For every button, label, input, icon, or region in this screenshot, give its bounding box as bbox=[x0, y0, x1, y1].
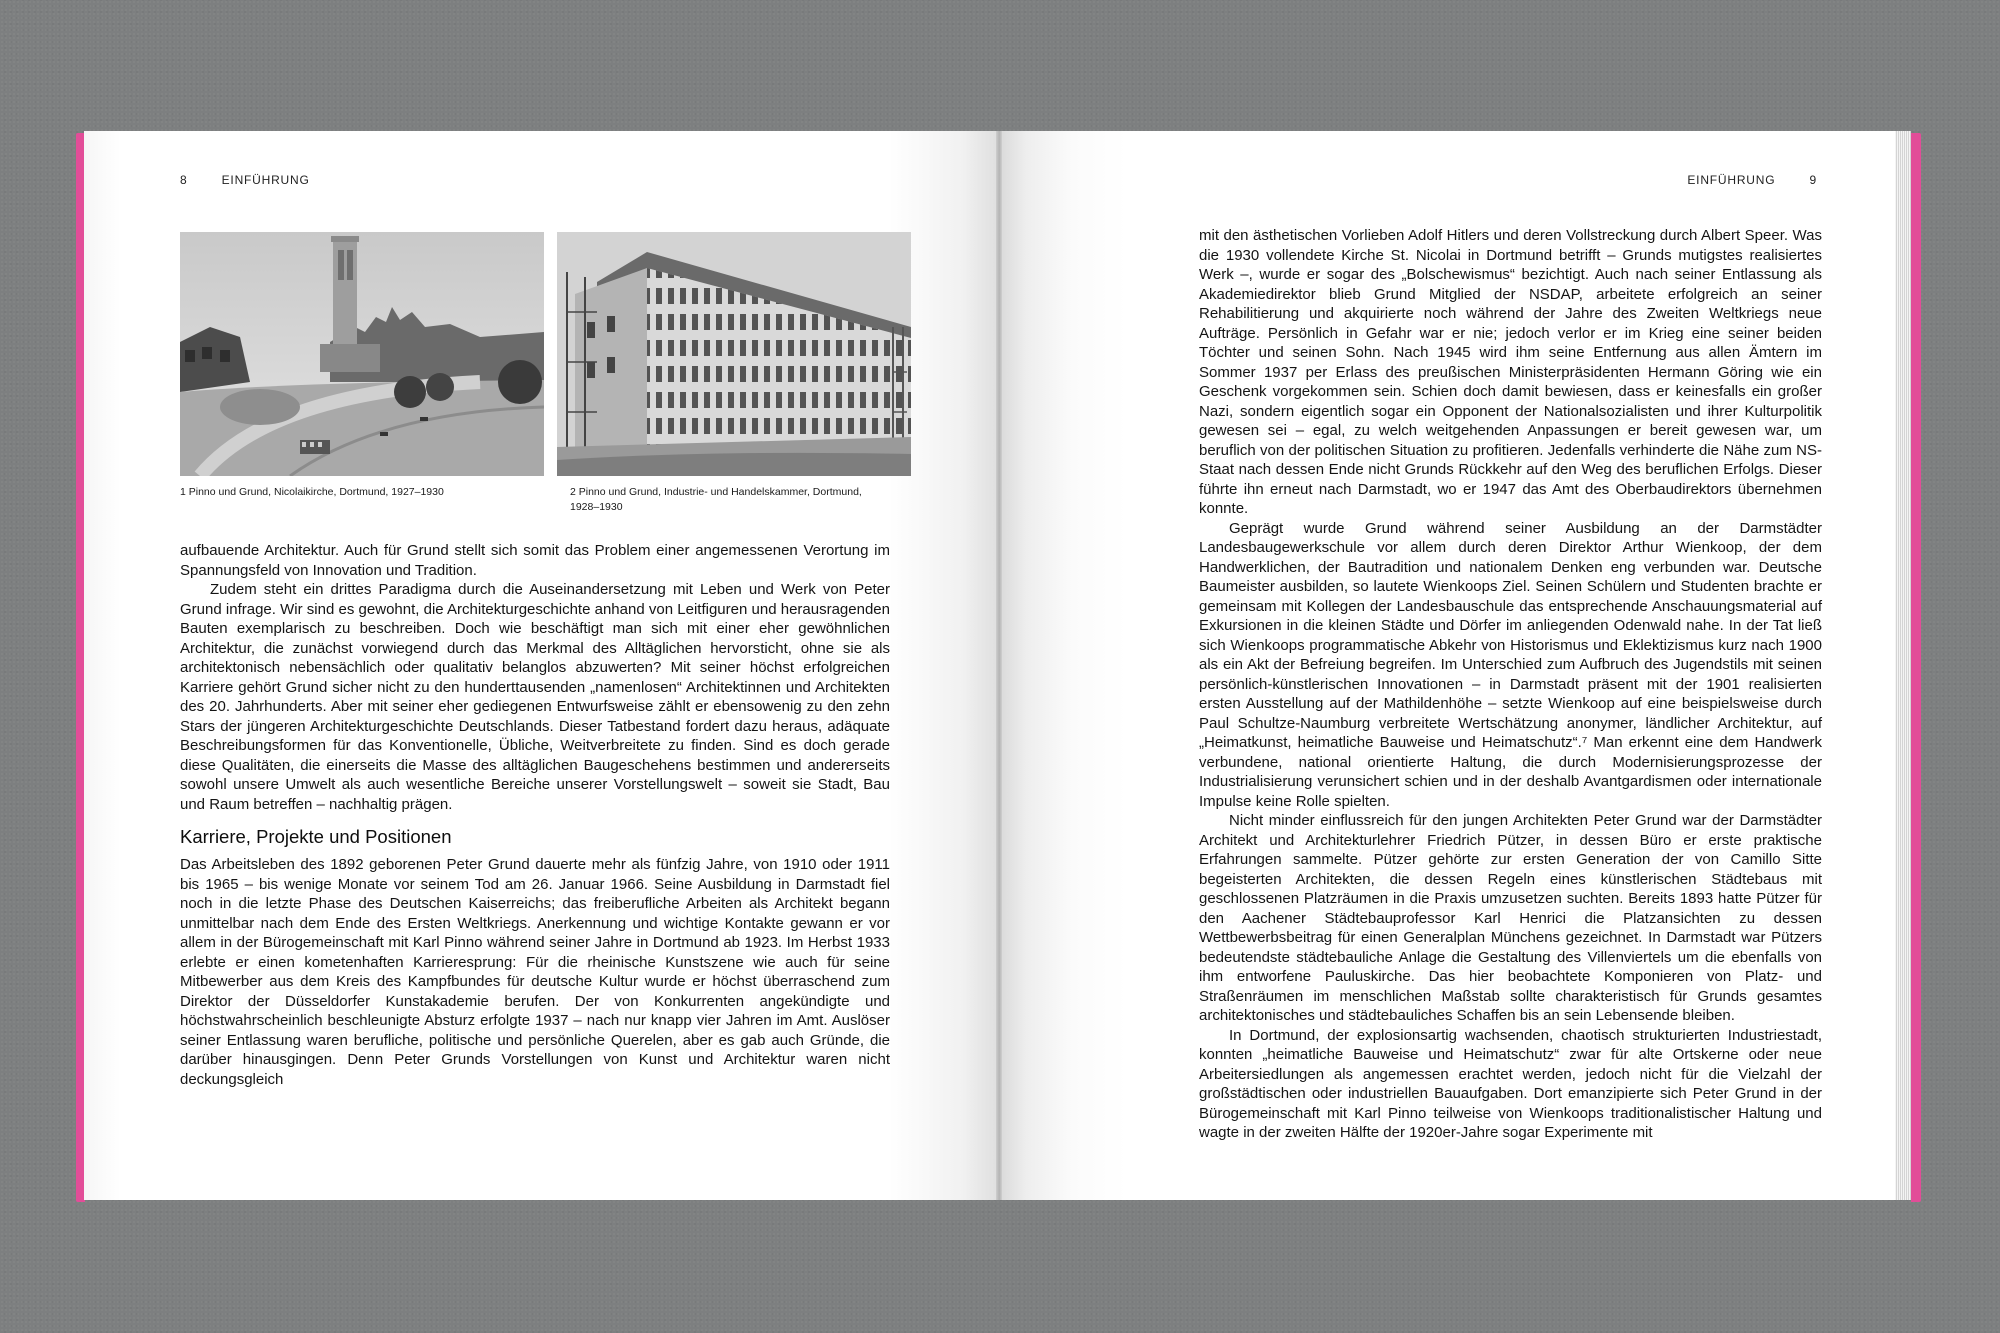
body-paragraph: Geprägt wurde Grund während seiner Ausbildung an der Darmstädter Landesbaugewerkschule vor allem durch deren Direktor Arthur Wienkoop, der dem Handwerklichen, der Bautradition und nationalem Denken eng verbunden war. Deutsche Baumeister ausbilden, so lautete Wienkoops Ziel. Seinen Schülern und Studenten brachte er gemeinsam mit Kollegen der Landesbauschule das entsprechende Anschauungsmaterial auf Exkursionen in die kleinen Städte und Dörfer im anliegenden Odenwald nahe. In der Tat ließ sich Wienkoops programmatische Abkehr von Historismus und Eklektizismus kurz nach 1900 als ein Akt der Befreiung begreifen. Im Unterschied zum Aufbruch des Jugendstils mit seinen persönlich-künstlerischen Innovationen – in Darmstadt präsent mit der 1901 realisierten ersten Ausstellung auf der Mathildenhöhe – setzte Wienkoop auf eine beispielsweise durch Paul Schultze-Naumburg verbreitete Wertschätzung anonymer, ländlicher Architektur, auf „Heimatkunst, heimatliche Bauweise und Heimatschutz“.⁷ Man erkennt eine dem Handwerk verbundene, national orientierte Haltung, die durch Modernisierungsprozesse der Industrialisierung verunsichert schien und in der deshalb Avantgardismen oder internationale Impulse keine Rolle spielten. bbox=[1199, 519, 1822, 810]
book-gutter bbox=[996, 131, 1002, 1200]
body-paragraph: In Dortmund, der explosionsartig wachsenden, chaotisch strukturierten Industriestadt, konnten „heimatliche Bauweise und Heimatschutz“ zwar für alte Ortskerne oder neue Arbeitersiedlungen als angemessen erachtet werden, jedoch nicht für die Vielzahl der großstädtischen oder industriellen Bauaufgaben. Dort emanzipierte sich Peter Grund in der Bürogemeinschaft mit Karl Pinno teilweise von Wienkoops traditionalistischer Haltung und wagte in der zweiten Hälfte der 1920er-Jahre sogar Experimente mit bbox=[1199, 1026, 1822, 1141]
right-page bbox=[999, 131, 1911, 1200]
body-paragraph: aufbauende Architektur. Auch für Grund stellt sich somit das Problem einer angemessenen Verortung im Spannungsfeld von Innovation und Tradition. bbox=[180, 542, 890, 579]
body-paragraph: Zudem steht ein drittes Paradigma durch die Auseinandersetzung mit Leben und Werk von Peter Grund infrage. Wir sind es gewohnt, die Architekturgeschichte anhand von Leitfiguren und herausragenden Bauten exemplarisch zu beschreiben. Doch wie beschäftigt man sich mit einer eher gewöhnlichen Architektur, die zunächst vorwiegend durch das Merkmal des Alltäglichen hervorsticht, ohne sie als architektonisch nebensächlich oder qualitativ belanglos abzuwerten? Mit seiner höchst erfolgreichen Karriere gehört Grund sicher nicht zu den hunderttausenden „namenlosen“ Architektinnen und Architekten des 20. Jahrhunderts. Aber mit seiner eher gediegenen Entwurfsweise zählt er ebensowenig zu den zehn Stars der jüngeren Architekturgeschichte Deutschlands. Dieser Tatbestand fordert dazu heraus, adäquate Beschreibungsformen für das Konventionelle, Übliche, Weitverbreitete zu finden. Sind es doch gerade diese Qualitäten, die einerseits die Masse des alltäglichen Baugeschehens bestimmen und andererseits sowohl unsere Umwelt als auch wesentliche Bereiche unserer Vorstellungswelt – soweit sie Stadt, Bau und Raum betreffen – nachhaltig prägen. bbox=[180, 581, 890, 813]
body-paragraph: Nicht minder einflussreich für den jungen Architekten Peter Grund war der Darmstädter Architekt und Architekturlehrer Friedrich Pützer, in dessen Büro er erste praktische Erfahrungen sammelte. Pützer gehörte zur ersten Generation der von Camillo Sitte begeisterten Architekten, die dessen Regeln eines künstlerischen Städtebaus mit geschlossenen Platzräumen in die Praxis umzusetzen suchten. Bereits 1893 hatte Pützer für den Aachener Städtebauprofessor Karl Henrici die Platzansichten zu dessen Wettbewerbsbeitrag für einen Generalplan Münchens gezeichnet. In Darmstadt war Pützers bedeutendste städtebauliche Anlage die Gestaltung des Villenviertels um die ebenfalls von ihm entworfene Pauluskirche. Das hier beobachtete Komponieren von Platz- und Straßenräumen im menschlichen Maßstab sollte charakteristisch für Grunds gesamtes architektonisches und städtebauliches Schaffen bis an sein Lebensende bleiben. bbox=[1199, 812, 1822, 1024]
page-number: 9 bbox=[1809, 173, 1817, 187]
right-running-header bbox=[1687, 173, 1817, 187]
section-heading: Karriere, Projekte und Positionen bbox=[180, 826, 452, 847]
figure-1-caption: 1 Pinno und Grund, Nicolaikirche, Dortmund, 1927–1930 bbox=[180, 486, 444, 498]
figure-2-caption: 2 Pinno und Grund, Industrie- und Handelskammer, Dortmund, 1928–1930 bbox=[570, 486, 862, 513]
page-number: 8 bbox=[180, 173, 188, 187]
right-body-text bbox=[1199, 226, 1822, 1143]
pink-book-edge-right bbox=[1911, 133, 1921, 1202]
page-block-edges bbox=[1895, 131, 1911, 1200]
handelskammer-photo-illustration bbox=[557, 232, 911, 476]
body-paragraph: mit den ästhetischen Vorlieben Adolf Hitlers und deren Vollstreckung durch Albert Speer. Was die 1930 vollendete Kirche St. Nicolai in Dortmund betrifft – Grunds mutigstes realisiertes Werk –, wurde er sogar des „Bolschewismus“ bezichtigt. Auch nach seiner Entlassung als Akademiedirektor blieb Grund Mitglied der NSDAP, arbeitete erfolgreich an seiner Rehabilitierung und akquirierte noch während der Jahre des Zweiten Weltkriegs neue Aufträge. Persönlich in Gefahr war er nie; jedoch verlor er im Krieg eine seiner beiden Töchter und seinen Sohn. Nach 1945 wird ihm seine Entfernung aus allen Ämtern im Sommer 1937 per Erlass des preußischen Ministerpräsidenten Hermann Göring wie ein Geschenk vorgekommen sein. Schien doch damit bewiesen, dass er keinesfalls ein großer Nazi, sondern eigentlich sogar ein Opponent der Nationalsozialisten und ihrer Kulturpolitik gewesen sei – egal, zu welch weitgehenden Anpassungen er bereit gewesen war, um beruflich von der politischen Situation zu profitieren. Jedenfalls verhinderte die Nähe zum NS-Staat nach dessen Ende nicht Grunds Rückkehr auf den Weg des beruflichen Erfolgs. Dieser führte ihn erneut nach Darmstadt, wo er 1947 das Amt des Oberbaudirektors übernehmen konnte. bbox=[1199, 227, 1822, 517]
figure-1-photo bbox=[180, 232, 544, 476]
left-running-header bbox=[180, 173, 310, 187]
running-head: EINFÜHRUNG bbox=[1687, 173, 1776, 187]
figure-2-photo bbox=[557, 232, 911, 476]
left-body-text bbox=[180, 541, 890, 1089]
body-paragraph: Das Arbeitsleben des 1892 geborenen Peter Grund dauerte mehr als fünfzig Jahre, von 1910 oder 1911 bis 1965 – bis wenige Monate vor seinem Tod am 26. Januar 1966. Seine Ausbildung in Darmstadt fiel noch in die letzte Phase des Deutschen Kaiserreichs; das freiberufliche Arbeiten als Architekt begann unmittelbar nach dem Ende des Ersten Weltkriegs. Anerkennung und wichtige Kontakte gewann er vor allem in der Bürogemeinschaft mit Karl Pinno während seiner Jahre in Dortmund ab 1923. Im Herbst 1933 erlebte er einen kometenhaften Karrieresprung: Für die rheinische Kunstszene wie auch für seine Mitbewerber aus dem Kreis des Kampfbundes für deutsche Kultur wurde er höchst überraschend zum Direktor der Düsseldorfer Kunstakademie berufen. Der von Konkurrenten angekündigte und höchstwahrscheinlich beschleunigte Absturz erfolgte 1937 – nach nur knapp vier Jahren im Amt. Auslöser seiner Entlassung waren berufliche, politische und persönliche Querelen, aber es gab auch Gründe, die darüber hinausgingen. Denn Peter Grunds Vorstellungen von Kunst und Architektur waren nicht deckungsgleich bbox=[180, 856, 890, 1088]
nicolaikirche-photo-illustration bbox=[180, 232, 544, 476]
left-page bbox=[84, 131, 999, 1200]
running-head: EINFÜHRUNG bbox=[221, 173, 310, 187]
